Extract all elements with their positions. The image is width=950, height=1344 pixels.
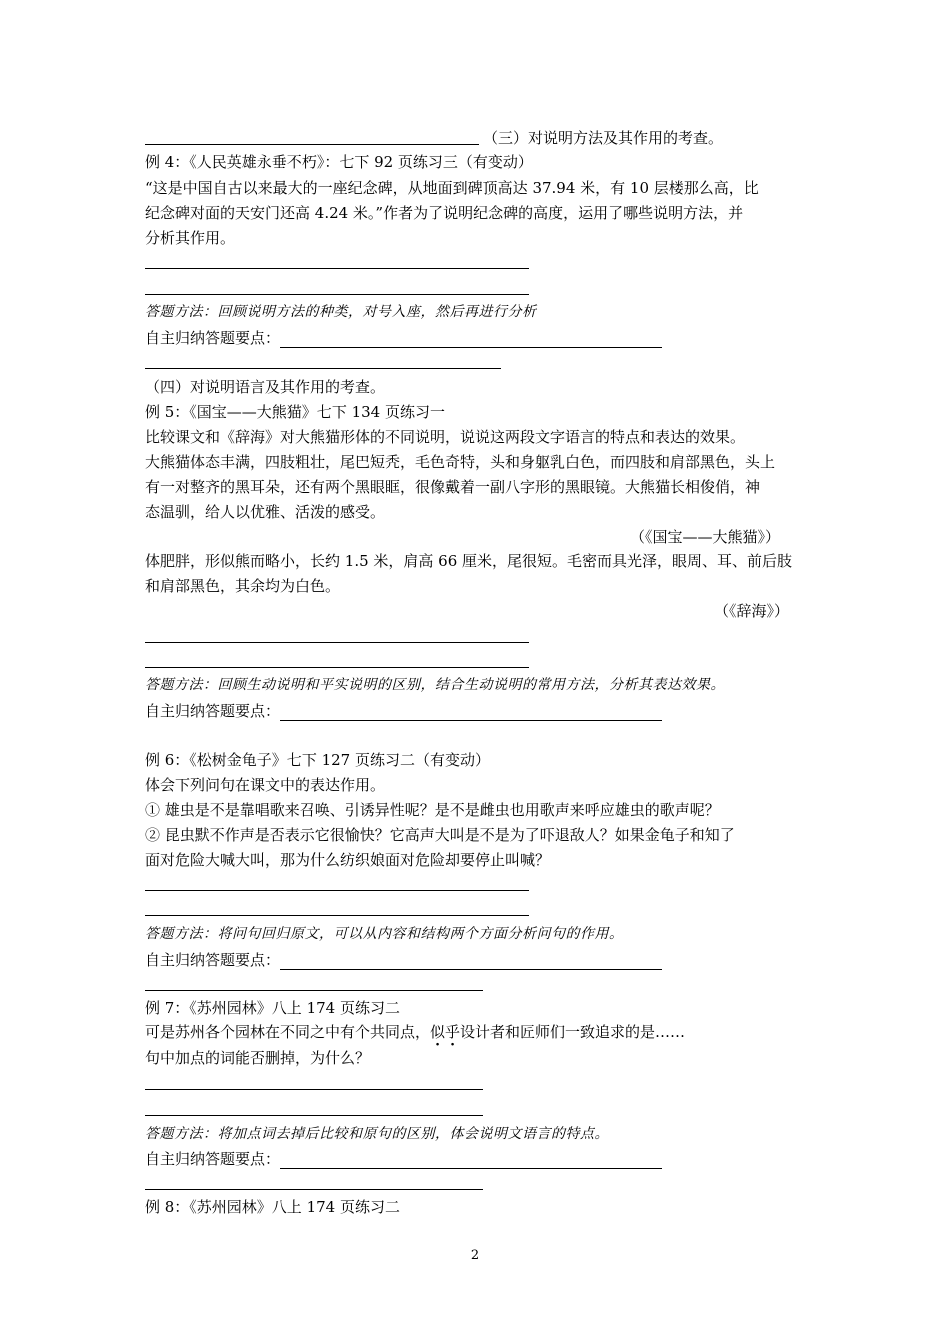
question-item: 面对危险大喊大叫，那为什么纺织娘面对危险却要停止叫喊？ [145,851,551,869]
method-hint: 答题方法：回顾说明方法的种类，对号入座，然后再进行分析 [145,304,537,320]
answer-line[interactable] [145,915,529,916]
summary-label: 自主归纳答题要点： [145,702,281,720]
summary-blank[interactable] [280,704,662,721]
answer-line[interactable] [145,294,529,295]
question-text: 比较课文和《辞海》对大熊猫形体的不同说明，说说这两段文字语言的特点和表达的效果。 [145,428,746,446]
summary-prompt [145,701,662,721]
source-citation: （《国宝——大熊猫》） [630,528,781,546]
answer-line[interactable] [145,1115,483,1116]
section-heading: （三）对说明方法及其作用的考查。 [483,129,724,147]
passage-text: 和肩部黑色，其余均为白色。 [145,577,341,595]
passage-text: 大熊猫体态丰满，四肢粗壮，尾巴短秃，毛色奇特，头和身躯乳白色，而四肢和肩部黑色，头上 [145,453,776,471]
sentence-before: 可是苏州各个园林在不同之中有个共同点， [145,1023,431,1041]
summary-blank[interactable] [280,1152,662,1169]
question-text: 体会下列问句在课文中的表达作用。 [145,776,386,794]
answer-line[interactable] [145,1189,483,1190]
question-text: “这是中国自古以来最大的一座纪念碑，从地面到碑顶高达 37.94 米，有 10 层楼那么高，比 [145,179,759,197]
summary-label: 自主归纳答题要点： [145,329,281,347]
example-title: 例 8：《苏州园林》八上 174 页练习二 [145,1198,400,1216]
summary-blank[interactable] [280,953,662,970]
example-title: 例 5：《国宝——大熊猫》七下 134 页练习一 [145,403,445,421]
question-text: 纪念碑对面的天安门还高 4.24 米。”作者为了说明纪念碑的高度，运用了哪些说明方法，并 [145,204,744,222]
passage-text: 体肥胖，形似熊而略小，长约 1.5 米，肩高 66 厘米，尾很短。毛密而具光泽，眼周、耳、前后肢 [145,552,793,570]
dotted-word: 乎 [445,1023,461,1041]
example-title: 例 4：《人民英雄永垂不朽》：七下 92 页练习三（有变动） [145,153,533,171]
answer-line[interactable] [145,990,483,991]
page-number: 2 [470,1248,480,1263]
source-citation: （《辞海》） [714,602,790,620]
answer-line[interactable] [145,144,479,145]
answer-line[interactable] [145,368,501,369]
dotted-word: 似 [430,1023,446,1041]
answer-line[interactable] [145,642,529,643]
example-title: 例 6：《松树金龟子》七下 127 页练习二（有变动） [145,751,490,769]
method-hint: 答题方法：将问句回归原文，可以从内容和结构两个方面分析问句的作用。 [145,926,624,942]
summary-label: 自主归纳答题要点： [145,951,281,969]
summary-label: 自主归纳答题要点： [145,1150,281,1168]
question-text [145,1022,685,1042]
section-heading: （四）对说明语言及其作用的考查。 [145,378,386,396]
summary-prompt [145,328,662,348]
question-text: 分析其作用。 [145,229,236,247]
passage-text: 态温驯，给人以优雅、活泼的感受。 [145,503,386,521]
passage-text: 有一对整齐的黑耳朵，还有两个黑眼眶，很像戴着一副八字形的黑眼镜。大熊猫长相俊俏，神 [145,478,761,496]
question-item: ② 昆虫默不作声是否表示它很愉快？它高声大叫是不是为了吓退敌人？如果金龟子和知了 [145,826,735,844]
answer-line[interactable] [145,268,529,269]
question-item: ① 雄虫是不是靠唱歌来召唤、引诱异性呢？是不是雌虫也用歌声来呼应雄虫的歌声呢？ [145,801,720,819]
summary-prompt [145,950,662,970]
example-title: 例 7：《苏州园林》八上 174 页练习二 [145,999,400,1017]
summary-blank[interactable] [280,331,662,348]
method-hint: 答题方法：将加点词去掉后比较和原句的区别，体会说明文语言的特点。 [145,1126,609,1142]
sentence-after: 设计者和匠师们一致追求的是…… [460,1023,686,1041]
answer-line[interactable] [145,1089,483,1090]
summary-prompt [145,1149,662,1169]
answer-line[interactable] [145,667,529,668]
answer-line[interactable] [145,890,529,891]
method-hint: 答题方法：回顾生动说明和平实说明的区别，结合生动说明的常用方法，分析其表达效果。 [145,677,725,693]
question-text: 句中加点的词能否删掉，为什么？ [145,1049,371,1067]
